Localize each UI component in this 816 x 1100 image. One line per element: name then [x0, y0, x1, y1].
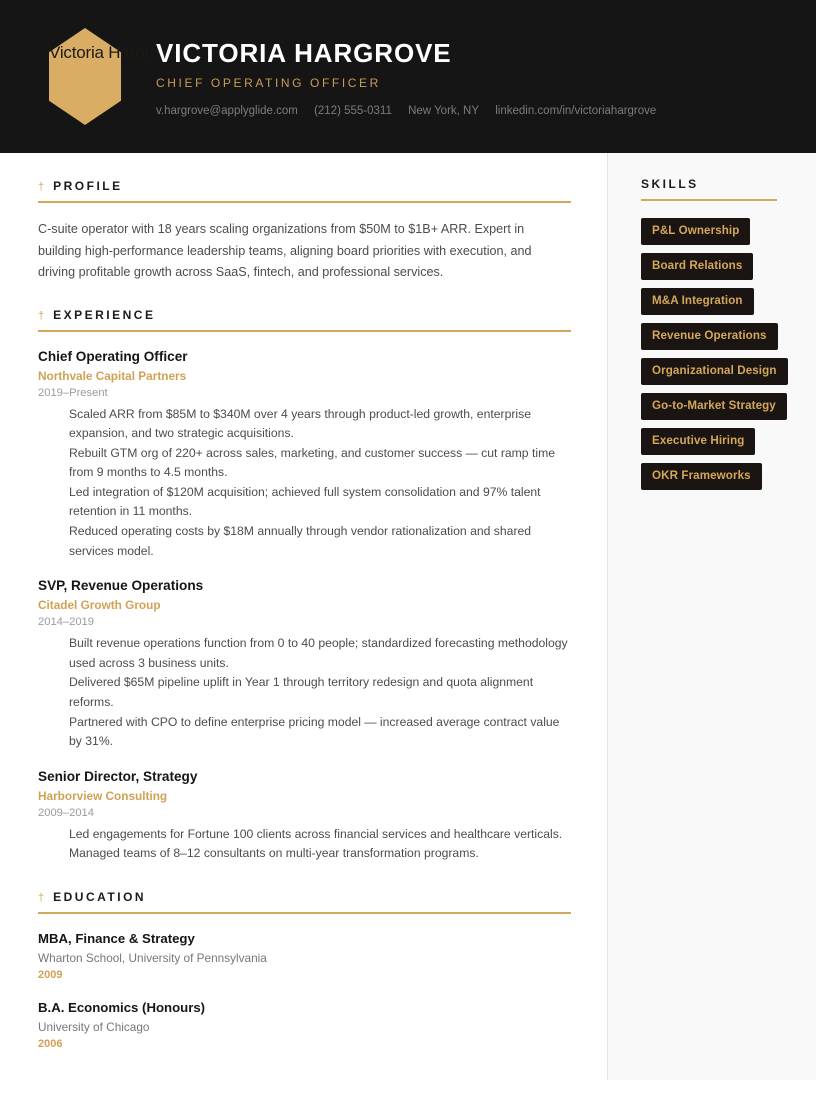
job-bullet: Led integration of $120M acquisition; achieved full system consolidation and 97% talent retention in 11 months. — [69, 484, 541, 519]
job-dates: 2019–Present — [38, 386, 108, 399]
candidate-role: CHIEF OPERATING OFFICER — [156, 76, 381, 90]
skill-chip[interactable]: Board Relations — [641, 253, 753, 280]
education-item — [38, 999, 571, 1051]
education-item — [38, 930, 571, 982]
job-company: Citadel Growth Group — [38, 598, 161, 613]
section-marker-icon: † — [38, 892, 45, 904]
skills-sidebar — [607, 153, 816, 1080]
skill-chip[interactable]: M&A Integration — [641, 288, 754, 315]
experience-item — [38, 768, 571, 864]
contact-email[interactable]: v.hargrove@applyglide.com — [156, 105, 298, 117]
job-bullet: Reduced operating costs by $18M annually through vendor rationalization and shared services model. — [69, 524, 532, 558]
skill-chip[interactable]: Revenue Operations — [641, 323, 778, 350]
skill-chip[interactable]: P&L Ownership — [641, 218, 750, 245]
profile-heading — [38, 179, 571, 193]
experience-list — [38, 348, 571, 865]
resume-body — [0, 153, 816, 1080]
job-bullet: Led engagements for Fortune 100 clients across financial services and healthcare verticals. — [69, 826, 563, 841]
education-heading — [38, 890, 571, 904]
job-bullet: Delivered $65M pipeline uplift in Year 1 through territory redesign and quota alignment reforms. — [69, 675, 534, 710]
header-text-block — [156, 38, 656, 118]
candidate-name: VICTORIA HARGROVE — [156, 38, 452, 68]
job-bullet: Built revenue operations function from 0 to 40 people; standardized forecasting methodology used across 3 business units. — [69, 636, 568, 670]
education-title: EDUCATION — [53, 890, 147, 904]
skills-list — [641, 218, 816, 490]
skill-chip[interactable]: Go-to-Market Strategy — [641, 393, 787, 420]
experience-heading — [38, 308, 571, 322]
education-list — [38, 930, 571, 1051]
education-degree: MBA, Finance & Strategy — [38, 931, 195, 946]
job-company: Harborview Consulting — [38, 788, 168, 803]
profile-divider — [38, 201, 571, 203]
job-title: Chief Operating Officer — [38, 348, 188, 364]
contact-line — [156, 104, 656, 118]
skills-divider — [641, 199, 777, 201]
job-title: Senior Director, Strategy — [38, 768, 198, 784]
contact-linkedin[interactable]: linkedin.com/in/victoriahargrove — [495, 105, 657, 117]
experience-item — [38, 577, 571, 752]
contact-phone[interactable]: (212) 555-0311 — [314, 105, 392, 117]
section-profile — [38, 179, 571, 284]
main-column — [0, 153, 607, 1051]
monogram-hexagon — [49, 28, 177, 125]
education-school: Wharton School, University of Pennsylvania — [38, 951, 267, 965]
section-experience — [38, 308, 571, 865]
contact-location: New York, NY — [408, 105, 480, 117]
job-bullets — [38, 405, 571, 562]
profile-summary: C-suite operator with 18 years scaling organizations from $50M to $1B+ ARR. Expert in building high-performance leadership teams, aligning board priorities with execution, and driving profitable growth across SaaS, fintech, and professional services. — [38, 222, 532, 279]
job-dates: 2009–2014 — [38, 806, 94, 819]
job-bullet: Managed teams of 8–12 consultants on multi-year transformation programs. — [69, 846, 479, 861]
education-year: 2009 — [38, 969, 63, 981]
profile-title: PROFILE — [53, 179, 123, 193]
education-divider — [38, 912, 571, 914]
job-title: SVP, Revenue Operations — [38, 578, 204, 594]
skills-title: SKILLS — [641, 177, 699, 191]
section-education — [38, 890, 571, 1051]
skill-chip[interactable]: OKR Frameworks — [641, 463, 762, 490]
job-company: Northvale Capital Partners — [38, 368, 187, 383]
job-bullet: Scaled ARR from $85M to $340M over 4 years through product-led growth, enterprise expansion, and two strategic acquisitions. — [69, 406, 532, 441]
experience-divider — [38, 330, 571, 332]
skill-chip[interactable]: Organizational Design — [641, 358, 788, 385]
education-degree: B.A. Economics (Honours) — [38, 1000, 206, 1015]
monogram-label: Victoria Hargrove — [49, 43, 177, 62]
job-bullet: Rebuilt GTM org of 220+ across sales, marketing, and customer success — cut ramp time from 9 months to 4.5 months. — [69, 445, 555, 480]
section-marker-icon: † — [38, 309, 45, 322]
job-dates: 2014–2019 — [38, 616, 94, 629]
experience-item — [38, 348, 571, 562]
skill-chip[interactable]: Executive Hiring — [641, 428, 755, 455]
section-marker-icon: † — [38, 181, 45, 193]
job-bullets — [38, 634, 571, 752]
job-bullets — [38, 825, 571, 864]
skills-heading — [641, 177, 816, 191]
experience-title: EXPERIENCE — [53, 307, 156, 322]
resume-header — [0, 0, 816, 153]
education-school: University of Chicago — [38, 1020, 150, 1034]
job-bullet: Partnered with CPO to define enterprise pricing model — increased average contract value by 31%. — [69, 714, 560, 749]
education-year: 2006 — [38, 1038, 63, 1050]
